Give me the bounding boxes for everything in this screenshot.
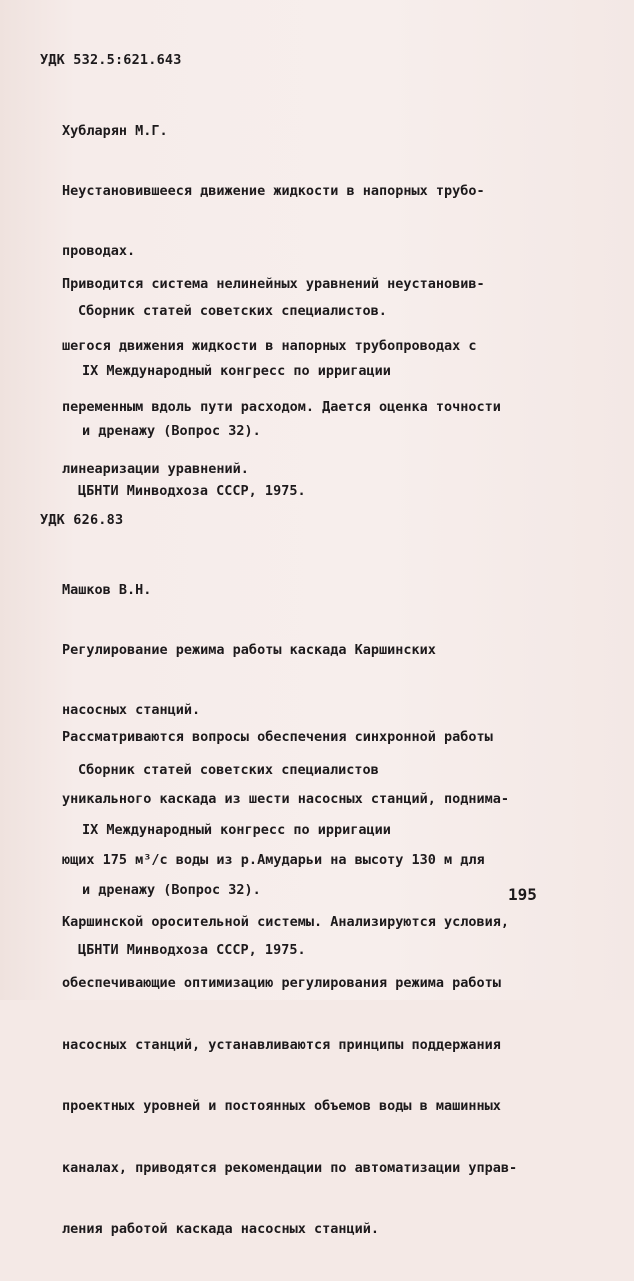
udk-code: УДК 532.5:621.643 (40, 52, 182, 68)
abstract-line: ющих 175 м³/с воды из р.Амударьи на высоту 130 м для (62, 852, 485, 868)
source-line: Сборник статей советских специалистов (78, 762, 379, 778)
source-line: ЦБНТИ Минводхоза СССР, 1975. (78, 483, 306, 499)
source-line: Сборник статей советских специалистов. (78, 303, 387, 319)
source-line: и дренажу (Вопрос 32). (82, 423, 261, 439)
abstract-line: Рассматриваются вопросы обеспечения синхронной работы (62, 729, 493, 745)
abstract-line: проектных уровней и постоянных объемов воды в машинных (62, 1098, 501, 1114)
source-line: ЦБНТИ Минводхоза СССР, 1975. (78, 942, 306, 958)
abstract (62, 233, 562, 520)
abstract-line: насосных станций, устанавливаются принципы поддержания (62, 1036, 501, 1053)
abstract-line: каналах, приводятся рекомендации по автоматизации управ- (62, 1159, 518, 1176)
abstract-line: уникального каскада из шести насосных станций, поднима- (62, 790, 510, 807)
abstract-line: Каршинской оросительной системы. Анализируются условия, (62, 913, 510, 930)
abstract (62, 686, 562, 1281)
source-line: IX Международный конгресс по ирригации (82, 363, 391, 379)
author: Машков В.Н. (62, 582, 152, 598)
abstract-line: линеаризации уравнений. (62, 460, 249, 477)
abstract-line: обеспечивающие оптимизацию регулирования режима работы (62, 975, 501, 991)
author: Хубларян М.Г. (62, 123, 168, 139)
title-line: Регулирование режима работы каскада Каршинских (62, 642, 436, 658)
page-number: 195 (508, 885, 537, 904)
source-line: и дренажу (Вопрос 32). (82, 882, 261, 898)
abstract-line: Приводится система нелинейных уравнений неустановив- (62, 276, 485, 292)
title-line: Неустановившееся движение жидкости в напорных трубо- (62, 183, 485, 199)
title-line: проводах. (62, 243, 136, 259)
udk-code: УДК 626.83 (40, 512, 124, 528)
title-line: насосных станций. (62, 702, 201, 718)
source-line: IX Международный конгресс по ирригации (82, 822, 391, 838)
abstract-line: шегося движения жидкости в напорных трубопроводах с (62, 337, 477, 354)
abstract-line: переменным вдоль пути расходом. Дается оценка точности (62, 399, 501, 415)
abstract-line: ления работой каскада насосных станций. (62, 1221, 379, 1237)
